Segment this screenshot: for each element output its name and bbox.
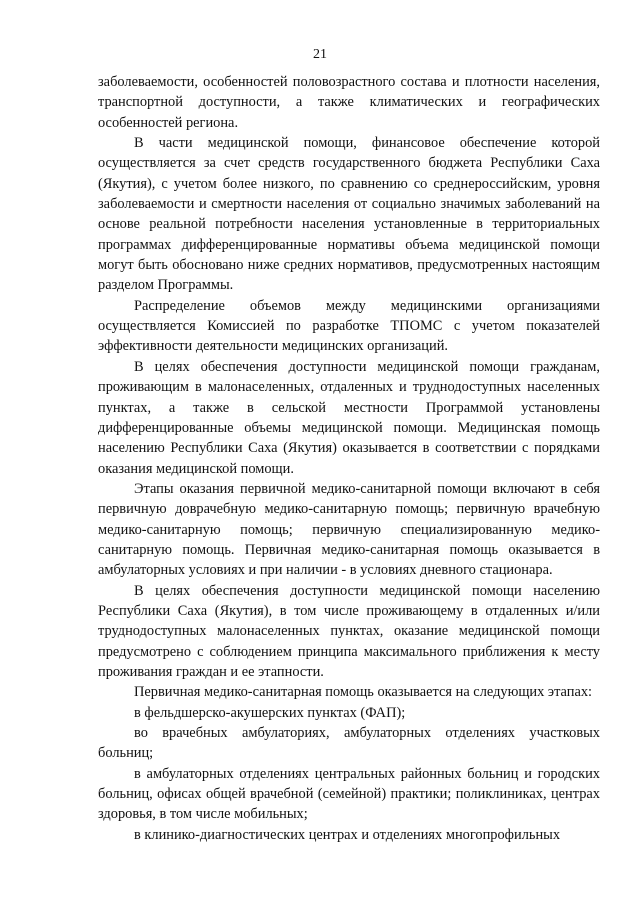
paragraph-stages: Этапы оказания первичной медико-санитарной помощи включают в себя первичную доврачебную медико-санитарную помощь; первичную врачебную медико-санитарную помощь; первичную специализированную медико-санитарную помощь. Первичная медико-санитарная помощь оказывается в амбулаторных условиях и при наличии - в условиях дневного стационара. [98,480,600,579]
paragraph-remote-areas: В целях обеспечения доступности медицинской помощи населению Республики Саха (Якутия), в том числе проживающему в отдаленных и/или труднодоступных малонаселенных пунктах, оказание медицинской помощи предусмотрено с соблюдением принципа максимального приближения к месту проживания граждан и ее этапности. [98,582,600,680]
paragraph-accessibility: В целях обеспечения доступности медицинской помощи гражданам, проживающим в малонаселенных, отдаленных и труднодоступных населенных пунктах, а также в сельской местности Программой установлены дифференцированные объемы медицинской помощи. Медицинская помощь населению Республики Саха (Якутия) оказывается в соответствии с порядками оказания медицинской помощи. [98,358,600,477]
list-item-central-hospitals: в амбулаторных отделениях центральных районных больниц и городских больниц, офисах общей врачебной (семейной) практики; поликлиниках, центрах здоровья, в том числе мобильных; [98,765,600,823]
list-item-ambulatories: во врачебных амбулаториях, амбулаторных отделениях участковых больниц; [98,725,600,762]
paragraph-continuation: заболеваемости, особенностей половозрастного состава и плотности населения, транспортной доступности, а также климатических и географических особенностей региона. [98,74,600,131]
page-number: 21 [313,47,327,62]
paragraph-distribution: Распределение объемов между медицинскими организациями осуществляется Комиссией по разработке ТПОМС с учетом показателей эффективности деятельности медицинских организаций. [98,297,600,355]
body-text [98,72,600,845]
paragraph-stages-intro: Первичная медико-санитарная помощь оказывается на следующих этапах: [134,684,593,701]
list-item-fap: в фельдшерско-акушерских пунктах (ФАП); [134,704,406,721]
paragraph-financing: В части медицинской помощи, финансовое обеспечение которой осуществляется за счет средств государственного бюджета Республики Саха (Якутия), с учетом более низкого, по сравнению со среднероссийским, уровня заболеваемости и смертности населения от социально значимых заболеваний на основе реальной потребности населения установленные в территориальных программах дифференцированные нормативы объема медицинской помощи могут быть обосновано ниже средних нормативов, предусмотренных настоящим разделом Программы. [98,135,600,294]
list-item-diagnostic-centers: в клинико-диагностических центрах и отделениях многопрофильных [134,826,561,843]
